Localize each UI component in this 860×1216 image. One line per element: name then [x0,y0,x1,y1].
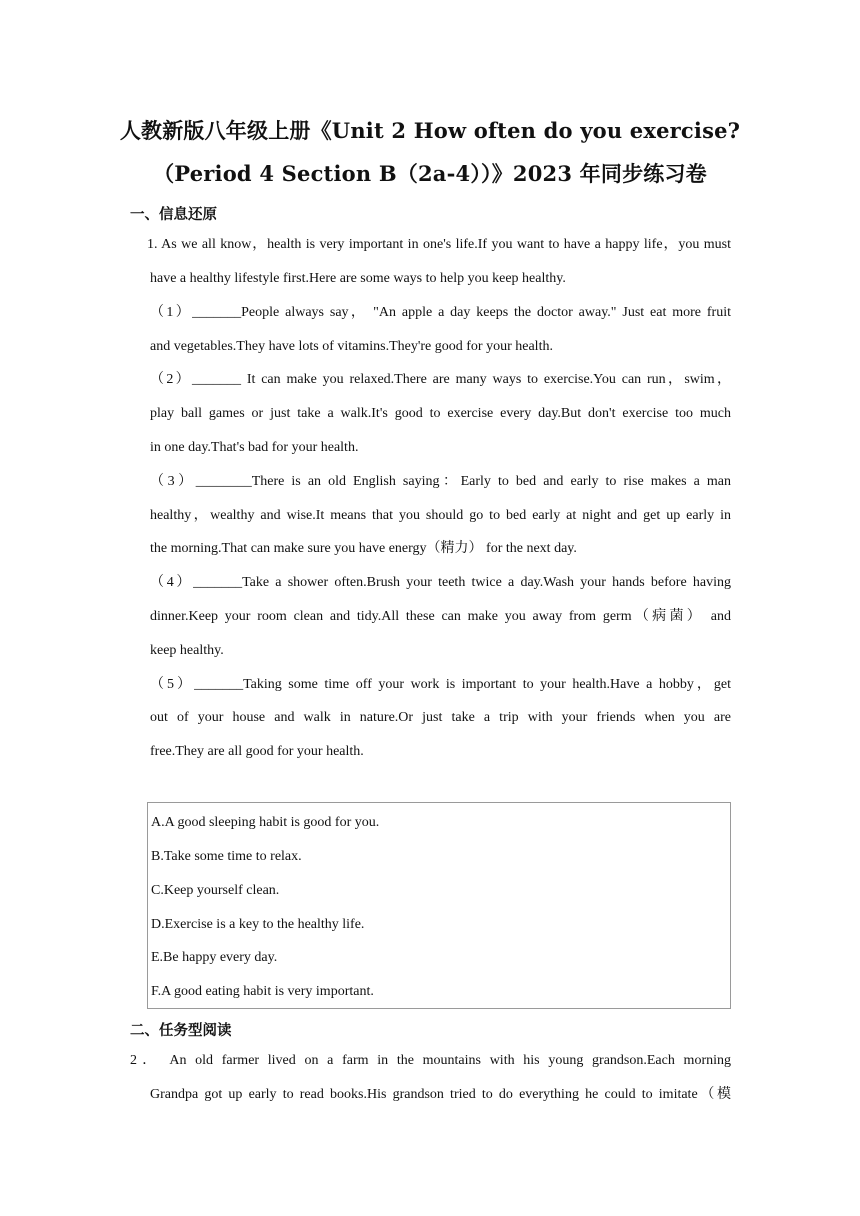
blank-1-line: （1）_______People always say， "An apple a day keeps the doctor away." Just eat more fruit [150,305,731,320]
blank-3-line: （3）________There is an old English saying：Early to bed and early to rise makes a man [150,474,731,489]
blank-5-line: out of your house and walk in nature.Or just take a trip with your friends when you are [150,710,731,725]
option-d: D.Exercise is a key to the healthy life. [151,917,365,932]
blank-4-line: keep healthy. [150,643,224,658]
blank-4-line: dinner.Keep your room clean and tidy.All these can make you away from germ（病菌） and [150,609,731,624]
question-1-line: have a healthy lifestyle first.Here are some ways to help you keep healthy. [150,271,566,286]
section-heading-task-reading: 二、任务型阅读 [130,1023,232,1039]
option-a: A.A good sleeping habit is good for you. [151,815,380,830]
option-f: F.A good eating habit is very important. [151,984,374,999]
question-2-line: Grandpa got up early to read books.His grandson tried to do everything he could to imitate（模 [150,1087,731,1102]
blank-1-line: and vegetables.They have lots of vitamins.They're good for your health. [150,339,553,354]
option-e: E.Be happy every day. [151,950,278,965]
document-title-line-1: 人教新版八年级上册《Unit 2 How often do you exercise? [119,118,741,143]
blank-2-line: （2）_______ It can make you relaxed.There are many ways to exercise.You can run，swim， [150,372,731,387]
blank-5-line: （5）_______Taking some time off your work is important to your health.Have a hobby，get [150,677,731,692]
blank-4-line: （4）_______Take a shower often.Brush your teeth twice a day.Wash your hands before having [150,575,731,590]
blank-3-line: healthy，wealthy and wise.It means that you should go to bed early at night and get up early in [150,508,731,523]
option-c: C.Keep yourself clean. [151,883,280,898]
blank-3-line: the morning.That can make sure you have energy（精力） for the next day. [150,541,577,556]
options-box [147,802,731,1009]
blank-2-line: in one day.That's bad for your health. [150,440,359,455]
blank-5-line: free.They are all good for your health. [150,744,364,759]
question-2-line: 2． An old farmer lived on a farm in the mountains with his young grandson.Each morning [130,1053,731,1068]
section-heading-info-restore: 一、信息还原 [130,207,217,223]
blank-2-line: play ball games or just take a walk.It's good to exercise every day.But don't exercise too much [150,406,731,421]
question-1-line: 1. As we all know，health is very important in one's life.If you want to have a happy life，you must [147,237,731,252]
option-b: B.Take some time to relax. [151,849,302,864]
document-title-line-2: （Period 4 Section B（2a-4））》2023 年同步练习卷 [153,161,707,186]
